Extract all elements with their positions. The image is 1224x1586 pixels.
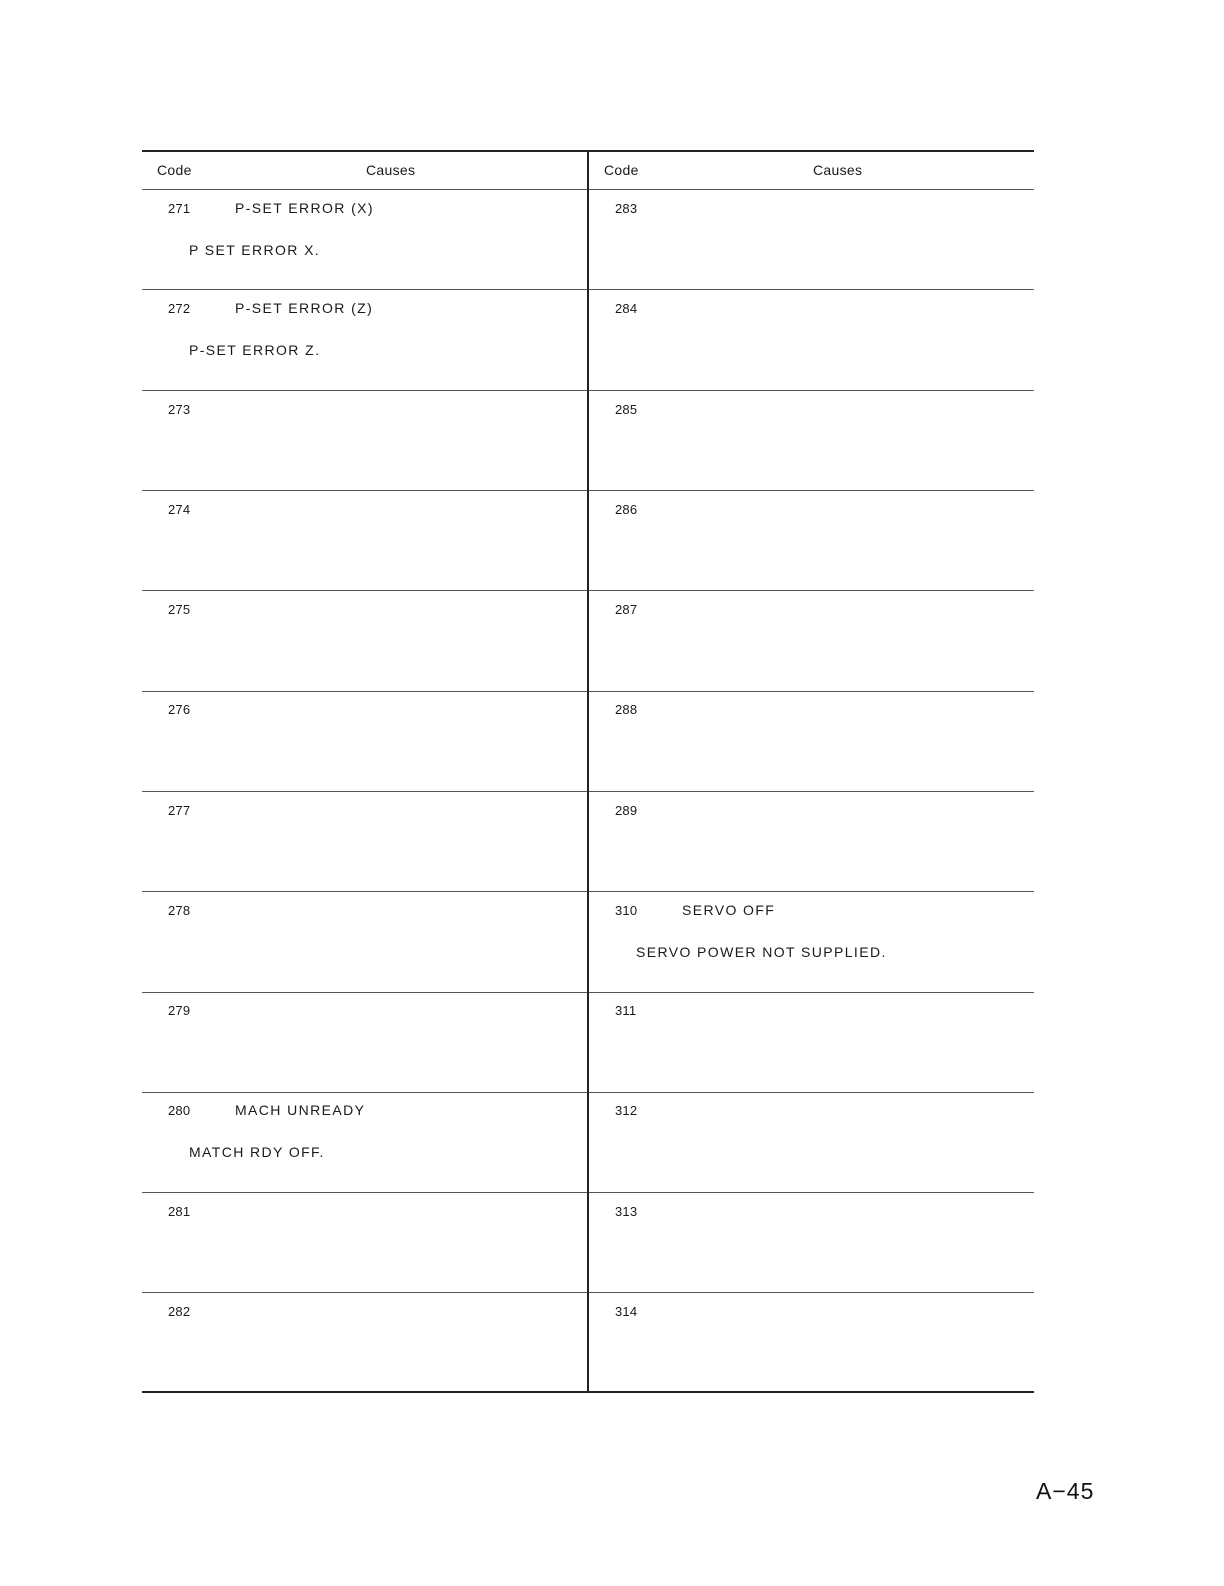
- table-row: [589, 892, 1035, 992]
- table-row: [589, 290, 1035, 390]
- alarm-code: 276: [168, 702, 191, 718]
- alarm-code: 283: [615, 201, 638, 216]
- table-row: [589, 391, 1035, 491]
- alarm-description: P-SET ERROR Z.: [189, 342, 321, 359]
- alarm-code: 279: [168, 1003, 191, 1018]
- alarm-code: 282: [168, 1303, 191, 1319]
- alarm-description: MATCH RDY OFF.: [189, 1144, 325, 1161]
- alarm-code: 312: [615, 1103, 638, 1119]
- table-row: [142, 892, 588, 992]
- table-row: [142, 792, 588, 892]
- code-header: Code: [157, 162, 192, 178]
- alarm-code: 289: [615, 802, 638, 818]
- alarm-name: P-SET ERROR (Z): [235, 300, 374, 317]
- alarm-code: 280: [168, 1103, 191, 1119]
- alarm-name: P-SET ERROR (X): [235, 200, 374, 216]
- alarm-code: 274: [168, 501, 191, 517]
- table-row: [589, 591, 1035, 691]
- alarm-code: 281: [168, 1203, 191, 1219]
- table-row: [142, 290, 588, 390]
- left-column-header: [142, 150, 588, 190]
- table-row: [142, 190, 588, 290]
- alarm-code: 278: [168, 902, 191, 918]
- page-number: A−45: [1036, 1478, 1095, 1504]
- alarm-code: 288: [615, 702, 638, 718]
- table-row: [142, 491, 588, 591]
- alarm-description: SERVO POWER NOT SUPPLIED.: [636, 943, 887, 960]
- table-row: [589, 1193, 1035, 1293]
- table-row: [589, 1293, 1035, 1393]
- code-header: Code: [604, 162, 639, 178]
- table-row: [589, 1092, 1035, 1192]
- alarm-code-table: [142, 150, 1034, 1393]
- table-row: [142, 1092, 588, 1192]
- alarm-name: SERVO OFF: [682, 901, 776, 918]
- table-row: [142, 1293, 588, 1393]
- right-column: [589, 150, 1035, 1393]
- alarm-code: 271: [168, 201, 191, 216]
- alarm-code: 277: [168, 802, 191, 818]
- table-row: [142, 1193, 588, 1293]
- table-row: [142, 391, 588, 491]
- table-row: [142, 591, 588, 691]
- alarm-code: 285: [615, 401, 638, 417]
- causes-header: Causes: [366, 162, 416, 178]
- alarm-code: 272: [168, 301, 191, 317]
- alarm-code: 275: [168, 602, 191, 617]
- alarm-code: 284: [615, 301, 638, 317]
- left-column: [142, 150, 588, 1393]
- alarm-code: 287: [615, 602, 638, 617]
- alarm-name: MACH UNREADY: [235, 1102, 366, 1119]
- table-row: [589, 190, 1035, 290]
- alarm-code: 314: [615, 1303, 638, 1319]
- right-column-header: [589, 150, 1035, 190]
- table-row: [589, 691, 1035, 791]
- alarm-description: P SET ERROR X.: [189, 242, 321, 258]
- table-row: [589, 992, 1035, 1092]
- table-row: [142, 691, 588, 791]
- table-row: [589, 491, 1035, 591]
- alarm-code: 286: [615, 501, 638, 517]
- alarm-code: 273: [168, 401, 191, 417]
- table-row: [142, 992, 588, 1092]
- causes-header: Causes: [813, 162, 863, 178]
- alarm-code: 313: [615, 1203, 638, 1219]
- alarm-code: 311: [615, 1003, 637, 1018]
- alarm-code: 310: [615, 902, 638, 918]
- table-row: [589, 792, 1035, 892]
